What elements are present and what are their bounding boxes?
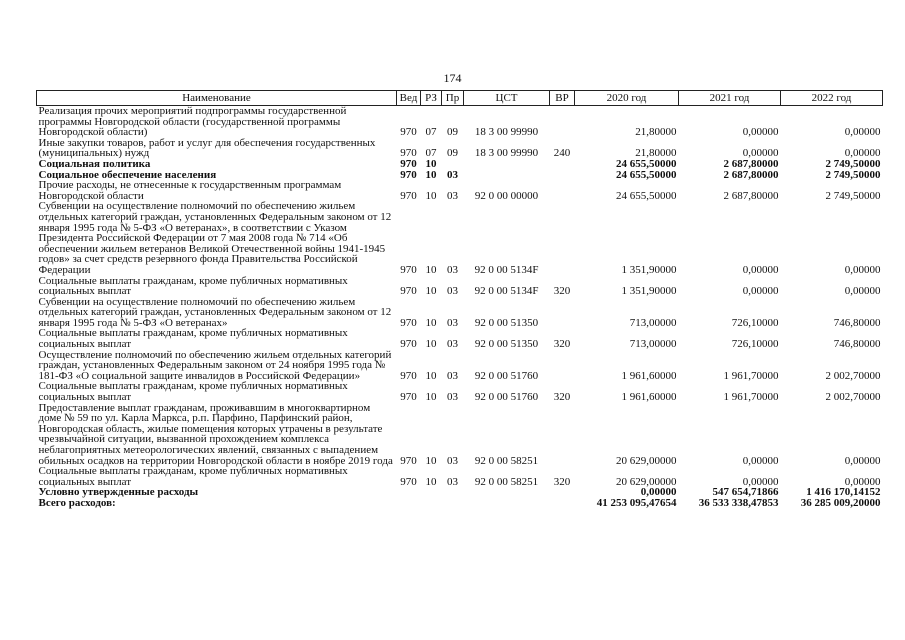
cell-2020: 1 351,90000 [621, 263, 677, 276]
cell-rz [421, 487, 442, 498]
cell-rz: 10 [425, 189, 437, 202]
cell-pr [442, 487, 464, 498]
cell-2021: 0,00000 [742, 263, 779, 276]
cell-ved: 970 [400, 369, 417, 382]
cell-pr: 03 [447, 391, 458, 404]
column-header-rz: РЗ [421, 91, 442, 106]
cell-vr: 320 [553, 475, 571, 488]
cell-vr: 320 [553, 338, 571, 351]
cell-name: Осуществление полномочий по обеспечению жильем отдельных категорий граждан, установленных Федеральным законом от 24 ноября 1995 года № 181-ФЗ «О социальной защите инвалидов в Российской Федерации» [38, 348, 392, 382]
cell-ved: 970 [400, 189, 417, 202]
cell-rz: 10 [425, 391, 437, 404]
cell-cst [464, 498, 550, 509]
cell-ved [397, 487, 421, 498]
cell-pr: 03 [447, 338, 458, 351]
cell-2022: 746,80000 [833, 338, 881, 351]
cell-2020: 24 655,50000 [616, 157, 677, 170]
cell-2021: 0,00000 [742, 147, 779, 160]
cell-cst: 92 0 00 51350 [474, 338, 539, 351]
cell-ved: 970 [400, 338, 417, 351]
cell-pr: 09 [447, 147, 458, 160]
cell-pr: 03 [447, 316, 458, 329]
cell-rz: 10 [425, 157, 437, 170]
cell-name: Условно утвержденные расходы [38, 486, 199, 499]
cell-2021: 726,10000 [731, 338, 779, 351]
cell-vr [550, 297, 575, 329]
cell-vr: 320 [553, 285, 571, 298]
cell-vr [550, 106, 575, 138]
cell-vr [550, 350, 575, 382]
cell-2020: 713,00000 [629, 316, 677, 329]
table-row [37, 350, 883, 382]
cell-rz: 10 [425, 168, 437, 181]
cell-cst: 92 0 00 58251 [474, 454, 539, 467]
cell-2022: 0,00000 [844, 263, 881, 276]
cell-2021: 0,00000 [742, 454, 779, 467]
cell-ved: 970 [400, 147, 417, 160]
cell-pr: 03 [447, 263, 458, 276]
cell-name: Прочие расходы, не отнесенные к государственным программам Новгородской области [38, 179, 342, 202]
cell-pr: 09 [447, 126, 458, 139]
cell-vr [550, 403, 575, 467]
cell-name: Социальное обеспечение населения [38, 168, 217, 181]
column-header-2020: 2020 год [575, 91, 679, 106]
cell-2022: 0,00000 [844, 147, 881, 160]
cell-ved: 970 [400, 391, 417, 404]
cell-vr [550, 487, 575, 498]
table-row [37, 328, 883, 349]
cell-rz: 10 [425, 316, 437, 329]
page-number: 174 [443, 71, 462, 85]
cell-2022: 2 749,50000 [825, 168, 881, 181]
cell-cst: 92 0 00 00000 [474, 189, 539, 202]
cell-vr [550, 159, 575, 170]
cell-rz: 07 [425, 126, 437, 139]
cell-2022: 2 002,70000 [825, 391, 881, 404]
cell-name: Реализация прочих мероприятий подпрограммы государственной программы Новгородской области (государственной программы Новгородской области) [38, 105, 347, 139]
cell-vr: 240 [553, 147, 571, 160]
cell-cst: 92 0 00 5134F [474, 263, 539, 276]
cell-2020: 1 961,60000 [621, 369, 677, 382]
column-header-vr: ВР [550, 91, 575, 106]
table-row [37, 403, 883, 467]
cell-ved: 970 [400, 168, 417, 181]
table-row [37, 180, 883, 201]
cell-vr [550, 498, 575, 509]
cell-rz: 10 [425, 369, 437, 382]
cell-name: Социальные выплаты гражданам, кроме публичных нормативных социальных выплат [38, 274, 348, 298]
cell-2021: 2 687,80000 [723, 168, 779, 181]
cell-ved: 970 [400, 475, 417, 488]
cell-name: Всего расходов: [38, 496, 116, 509]
cell-pr: 03 [447, 189, 458, 202]
cell-cst: 92 0 00 58251 [474, 475, 539, 488]
cell-cst [464, 170, 550, 181]
cell-2022: 1 416 170,14152 [806, 486, 881, 499]
cell-2022: 0,00000 [844, 454, 881, 467]
cell-pr: 03 [447, 168, 458, 181]
table-row [37, 106, 883, 138]
cell-2021: 0,00000 [742, 285, 779, 298]
cell-2021: 1 961,70000 [723, 391, 779, 404]
column-header-name: Наименование [37, 91, 397, 106]
cell-2022: 0,00000 [844, 475, 881, 488]
cell-rz: 10 [425, 454, 437, 467]
cell-rz: 10 [425, 263, 437, 276]
cell-name: Субвенции на осуществление полномочий по обеспечению жильем отдельных категорий граждан, установленных Федеральным законом от 12 января 1995 года № 5-ФЗ «О ветеранах» [38, 295, 392, 329]
table-row [37, 297, 883, 329]
cell-2021: 36 533 338,47853 [698, 496, 779, 509]
cell-ved: 970 [400, 263, 417, 276]
cell-cst: 92 0 00 51760 [474, 369, 539, 382]
table-row [37, 466, 883, 487]
cell-2022: 746,80000 [833, 316, 881, 329]
cell-2021: 2 687,80000 [723, 189, 779, 202]
cell-cst: 92 0 00 5134F [474, 285, 539, 298]
cell-vr [550, 170, 575, 181]
cell-cst [464, 487, 550, 498]
cell-name: Иные закупки товаров, работ и услуг для обеспечения государственных (муниципальных) нужд [38, 136, 376, 160]
column-header-2021: 2021 год [679, 91, 781, 106]
cell-2020: 1 961,60000 [621, 391, 677, 404]
cell-2020: 21,80000 [635, 126, 677, 139]
table-body [37, 106, 883, 509]
cell-2022: 0,00000 [844, 126, 881, 139]
cell-rz: 10 [425, 285, 437, 298]
cell-cst: 18 3 00 99990 [474, 126, 539, 139]
cell-pr [442, 498, 464, 509]
cell-rz: 10 [425, 338, 437, 351]
cell-2020: 0,00000 [640, 486, 677, 499]
cell-cst: 92 0 00 51760 [474, 391, 539, 404]
cell-name: Субвенции на осуществление полномочий по обеспечению жильем отдельных категорий граждан, установленных Федеральным законом от 12 января 1995 года № 5-ФЗ «О ветеранах», в соответствии с Указом Президента Российской Федерации от 7 мая 2008 года № 714 «Об обеспечении жильем ветеранов Великой Отечественной войны 1941-1945 годов» за счет средств резервного фонда Правительства Российской Федерации [38, 200, 392, 276]
cell-2022: 0,00000 [844, 285, 881, 298]
cell-rz [421, 498, 442, 509]
column-header-ved: Вед [397, 91, 421, 106]
cell-2021: 2 687,80000 [723, 157, 779, 170]
table-row [37, 201, 883, 275]
column-header-cst: ЦСТ [464, 91, 550, 106]
table-row [37, 381, 883, 402]
cell-2020: 20 629,00000 [616, 454, 677, 467]
cell-2021: 547 654,71866 [712, 486, 779, 499]
budget-table [36, 90, 883, 509]
cell-pr [442, 159, 464, 170]
cell-rz: 07 [425, 147, 437, 160]
cell-pr: 03 [447, 285, 458, 298]
cell-2020: 24 655,50000 [616, 189, 677, 202]
cell-name: Социальные выплаты гражданам, кроме публичных нормативных социальных выплат [38, 327, 348, 351]
cell-2022: 36 285 009,20000 [800, 496, 881, 509]
cell-name: Предоставление выплат гражданам, проживавшим в многоквартирном доме № 59 по ул. Карла Маркса, р.п. Парфино, Парфинский район, Новгородская область, жилые помещения которых утрачены в результате чрезвычайной ситуации, вызванной прохождением комплекса неблагоприятных метеорологических явлений, связанных с выпадением обильных осадков на территории Новгородской области в ноябре 2019 года [38, 401, 393, 467]
table-row [37, 159, 883, 170]
cell-2021: 0,00000 [742, 475, 779, 488]
cell-2021: 0,00000 [742, 126, 779, 139]
cell-pr: 03 [447, 454, 458, 467]
cell-ved: 970 [400, 285, 417, 298]
cell-2020: 41 253 095,47654 [596, 496, 677, 509]
cell-vr [550, 180, 575, 201]
cell-ved [397, 498, 421, 509]
cell-2022: 2 749,50000 [825, 157, 881, 170]
cell-name: Социальная политика [38, 157, 151, 170]
cell-2020: 24 655,50000 [616, 168, 677, 181]
cell-2022: 2 749,50000 [825, 189, 881, 202]
table-row [37, 276, 883, 297]
cell-ved: 970 [400, 157, 417, 170]
cell-2020: 713,00000 [629, 338, 677, 351]
table-row [37, 138, 883, 159]
cell-name: Социальные выплаты гражданам, кроме публичных нормативных социальных выплат [38, 380, 348, 404]
cell-2021: 1 961,70000 [723, 369, 779, 382]
cell-vr: 320 [553, 391, 571, 404]
cell-vr [550, 201, 575, 275]
cell-2020: 20 629,00000 [616, 475, 677, 488]
cell-2021: 726,10000 [731, 316, 779, 329]
cell-2022: 2 002,70000 [825, 369, 881, 382]
cell-cst: 18 3 00 99990 [474, 147, 539, 160]
cell-2020: 1 351,90000 [621, 285, 677, 298]
table-header-row [37, 91, 883, 106]
cell-2020: 21,80000 [635, 147, 677, 160]
cell-pr: 03 [447, 369, 458, 382]
cell-cst [464, 159, 550, 170]
cell-pr: 03 [447, 475, 458, 488]
cell-ved: 970 [400, 454, 417, 467]
column-header-2022: 2022 год [781, 91, 883, 106]
cell-name: Социальные выплаты гражданам, кроме публичных нормативных социальных выплат [38, 465, 348, 488]
cell-ved: 970 [400, 126, 417, 139]
cell-cst: 92 0 00 51350 [474, 316, 539, 329]
cell-rz: 10 [425, 475, 437, 488]
column-header-pr: Пр [442, 91, 464, 106]
table-row [37, 498, 883, 509]
cell-ved: 970 [400, 316, 417, 329]
